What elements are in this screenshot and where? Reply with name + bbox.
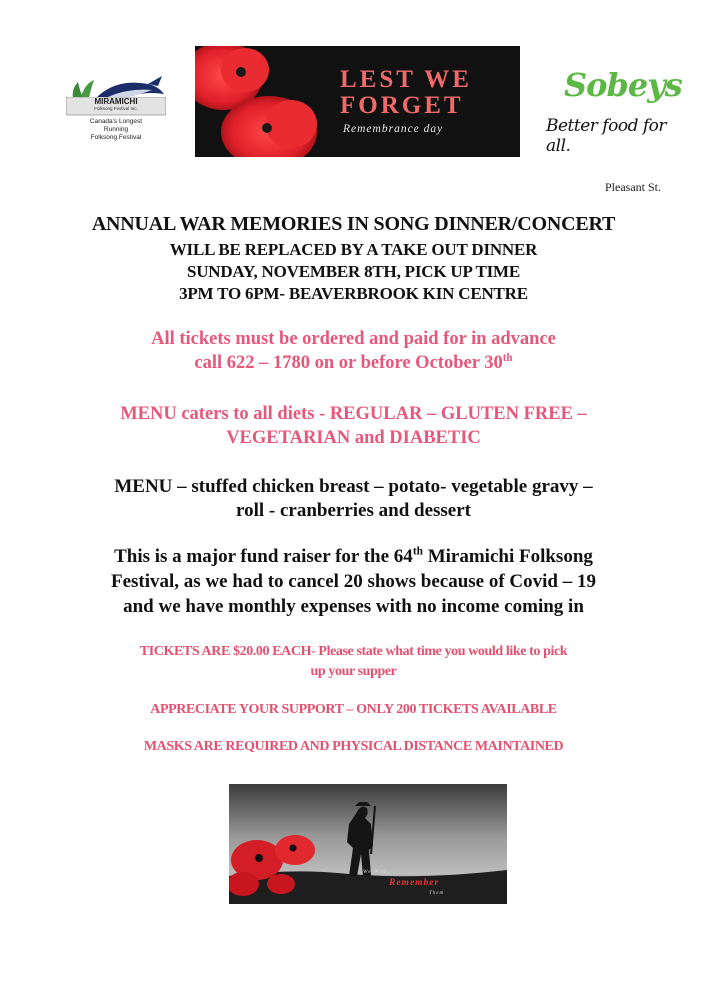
sobeys-logo xyxy=(538,60,682,156)
support-notice: APPRECIATE YOUR SUPPORT – ONLY 200 TICKETS AVAILABLE xyxy=(150,702,557,717)
miramichi-name: MIRAMICHI xyxy=(94,97,138,106)
fundraiser-text-b: Miramichi Folksong xyxy=(422,546,593,567)
remember-line-3: Them xyxy=(429,891,445,896)
headline-line-1: ANNUAL WAR MEMORIES IN SONG DINNER/CONCERT xyxy=(91,213,616,235)
headline-line-3: SUNDAY, NOVEMBER 8TH, PICK UP TIME xyxy=(186,262,521,281)
lest-we-forget-banner xyxy=(195,46,520,157)
address-text: Pleasant St. xyxy=(605,180,661,194)
tickets-notice-line-1: All tickets must be ordered and paid for in advance xyxy=(151,329,556,349)
tagline-line-1: Canada's Longest xyxy=(89,118,143,125)
masks-notice: MASKS ARE REQUIRED AND PHYSICAL DISTANCE MAINTAINED xyxy=(143,739,564,754)
sobeys-tagline: Better food for all. xyxy=(546,116,667,156)
diets-line-2: VEGETARIAN and DIABETIC xyxy=(226,428,481,448)
soldier-silhouette-icon xyxy=(229,784,507,904)
banner-subtitle: Remembrance day xyxy=(343,123,444,135)
diets-line-1: MENU caters to all diets - REGULAR – GLUTEN FREE – xyxy=(120,404,587,424)
ordinal-suffix: th xyxy=(502,351,513,364)
headline-line-4: 3PM TO 6PM- BEAVERBROOK KIN CENTRE xyxy=(179,284,528,303)
remember-line-2: Remember xyxy=(389,878,440,888)
remember-line-1: We Will xyxy=(363,869,387,875)
price-line-1: TICKETS ARE $20.00 EACH- Please state what time you would like to pick xyxy=(139,644,568,659)
price-line-2: up your supper xyxy=(310,664,397,679)
tagline-line-2: Running xyxy=(103,126,129,133)
menu-line-2: roll - cranberries and dessert xyxy=(236,500,471,521)
banner-title-line-1: LEST WE xyxy=(340,66,472,93)
miramichi-festival-logo xyxy=(66,70,170,152)
headline-line-2: WILL BE REPLACED BY A TAKE OUT DINNER xyxy=(169,240,538,259)
tagline-line-3: Folksong Festival xyxy=(90,134,142,141)
ordinal-suffix: th xyxy=(412,545,423,558)
sobeys-name: Sobeys xyxy=(564,66,682,104)
fundraiser-line-2: Festival, as we had to cancel 20 shows because of Covid – 19 xyxy=(110,571,597,592)
fundraiser-text-a: This is a major fund raiser for the 64 xyxy=(114,546,413,567)
miramichi-subname: Folksong Festival Inc. xyxy=(94,106,138,111)
banner-title-line-2: FORGET xyxy=(340,92,464,119)
soldier-remembrance-image xyxy=(229,784,507,904)
fundraiser-line-3: and we have monthly expenses with no income coming in xyxy=(123,596,584,617)
tickets-notice-line-2 xyxy=(0,351,707,375)
tickets-deadline-text: call 622 – 1780 on or before October 30 xyxy=(194,353,503,373)
fundraiser-line-1 xyxy=(0,545,707,569)
miramichi-tagline xyxy=(68,118,164,142)
menu-line-1: MENU – stuffed chicken breast – potato- vegetable gravy – xyxy=(114,476,593,497)
